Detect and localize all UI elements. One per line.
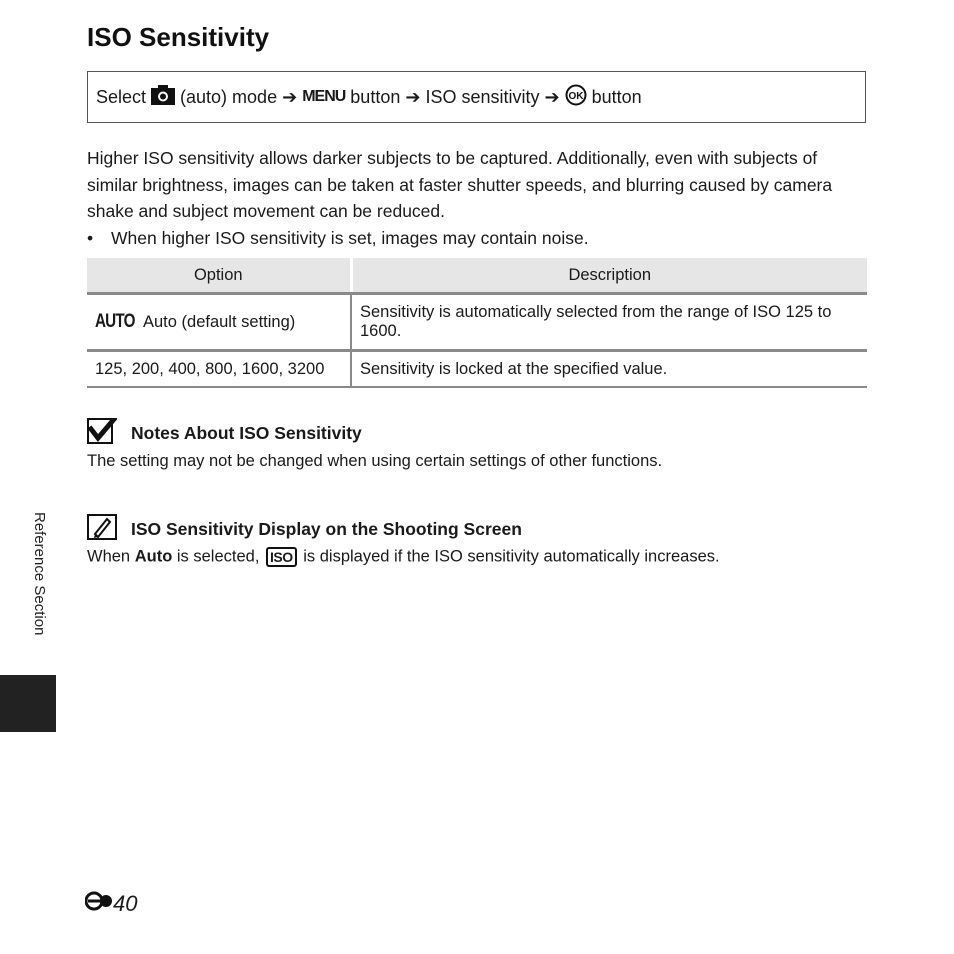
reference-section-e-icon — [85, 890, 113, 918]
table-header: Description — [351, 258, 867, 294]
menu-button-icon: MENU — [302, 88, 346, 105]
body-bold-text: Auto — [134, 547, 173, 566]
body-text: is selected, — [176, 547, 260, 566]
iso-icon: ISO — [266, 547, 297, 567]
caution-note-title: Notes About ISO Sensitivity — [131, 423, 362, 443]
bullet-mark: • — [87, 228, 94, 248]
auto-icon: AUTO — [95, 311, 135, 332]
table-cell: Sensitivity is locked at the specified value. — [351, 351, 867, 388]
info-note-heading — [87, 514, 522, 545]
arrow-icon: ➔ — [282, 86, 298, 107]
button-label: button — [350, 86, 401, 107]
setting-label: ISO sensitivity — [425, 86, 540, 107]
table-cell — [87, 294, 351, 351]
ok-button-icon — [565, 84, 587, 111]
options-table — [87, 258, 867, 388]
bullet-item — [87, 225, 589, 251]
table-cell: Sensitivity is automatically selected from the range of ISO 125 to 1600. — [351, 294, 867, 351]
table-row — [87, 351, 867, 388]
arrow-icon: ➔ — [405, 86, 421, 107]
body-text: When — [87, 547, 131, 566]
caution-note-heading — [87, 418, 362, 449]
pencil-icon — [87, 514, 117, 545]
info-note-title: ISO Sensitivity Display on the Shooting Screen — [131, 519, 522, 539]
menu-path-box — [87, 71, 866, 123]
section-side-label: Reference Section — [31, 512, 48, 636]
page-number — [85, 890, 137, 918]
camera-icon — [151, 85, 175, 110]
body-text: is displayed if the ISO sensitivity automatically increases. — [303, 547, 720, 566]
table-header-row — [87, 258, 867, 294]
section-tab-marker — [0, 675, 56, 732]
option-label: Auto (default setting) — [143, 313, 296, 331]
page-title: ISO Sensitivity — [87, 22, 270, 52]
ok-button-label: button — [591, 86, 642, 107]
table-header: Option — [87, 258, 351, 294]
arrow-icon: ➔ — [544, 86, 560, 107]
select-label: Select — [96, 86, 147, 107]
mode-label: (auto) mode — [180, 86, 278, 107]
caution-note-body: The setting may not be changed when using certain settings of other functions. — [87, 452, 663, 470]
info-note-body — [87, 547, 720, 567]
table-cell: 125, 200, 400, 800, 1600, 3200 — [87, 351, 351, 388]
page-number-text: 40 — [113, 891, 138, 916]
svg-text:OK: OK — [568, 90, 584, 102]
table-row — [87, 294, 867, 351]
bullet-text: When higher ISO sensitivity is set, images may contain noise. — [111, 228, 589, 248]
check-mark-icon — [87, 418, 117, 449]
intro-paragraph: Higher ISO sensitivity allows darker subjects to be captured. Additionally, even with subjects of similar brightness, images can be taken at faster shutter speeds, and blurring caused by camera shake and subject movement can be reduced. — [87, 148, 833, 221]
